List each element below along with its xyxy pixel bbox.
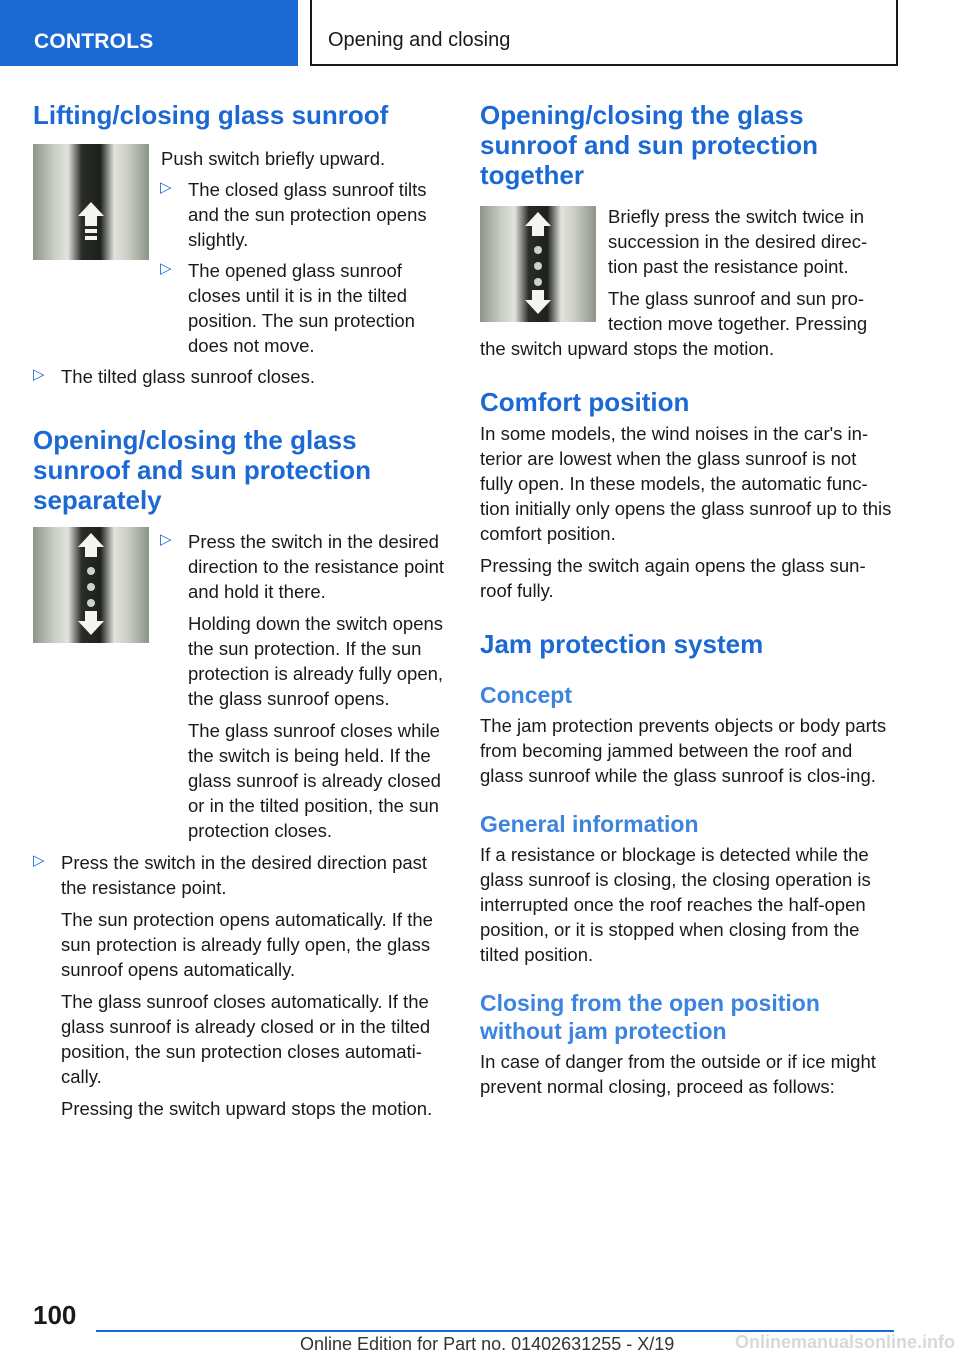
page-number: 100	[33, 1300, 77, 1330]
separately-bullet-1-para-3: The glass sunroof closes while the switch is being held. If the glass sunroof is already closed or in the tilted position, the sun protection closes.	[188, 720, 441, 841]
lifting-bullet-2: The opened glass sunroof closes until it is in the tilted position. The sun protection does not move.	[188, 260, 415, 356]
separately-bullet-1-para-2: Holding down the switch opens the sun protection. If the sun protection is already fully open, the glass sunroof opens.	[188, 613, 444, 709]
watermark: Onlinemanualsonline.info	[735, 1332, 956, 1352]
separately-bullet-2-para-2: The sun protection opens automatically. If the sun protection is already fully open, the glass sunroof opens automatically.	[61, 909, 433, 980]
comfort-para-1: In some models, the wind noises in the car's in‐terior are lowest when the glass sunroof is not fully open. In these models, the automatic func‐tion initially only opens the glass sunroof up to this comfort position.	[480, 423, 892, 544]
chapter-tab: Opening and closing	[310, 0, 898, 66]
separately-bullet-2: Press the switch in the desired direction past the resistance point.	[61, 852, 428, 898]
together-para-1: Briefly press the switch twice in succession in the desired direc‐tion past the resistance point.	[608, 206, 868, 277]
triangle-bullet-icon: ▷	[33, 366, 45, 383]
general-para: If a resistance or blockage is detected while the glass sunroof is closing, the closing operation is interrupted once the roof reaches the half-open position, or it is stopped when closing from the tilted position.	[480, 844, 871, 965]
switch-separate-image	[33, 527, 149, 643]
heading-together: Opening/closing the glass sunroof and sun protection together	[480, 100, 818, 190]
right-column	[480, 100, 894, 1099]
triangle-bullet-icon: ▷	[160, 179, 172, 196]
heading-general: General information	[480, 811, 699, 837]
heading-closing: Closing from the open position without jam protection	[480, 990, 820, 1044]
heading-jam: Jam protection system	[480, 629, 764, 659]
edition-text: Online Edition for Part no. 01402631255 - X/19	[300, 1334, 675, 1354]
heading-comfort: Comfort position	[480, 387, 690, 417]
separately-bullet-1: Press the switch in the desired direction to the resistance point and hold it there.	[188, 531, 445, 602]
lifting-bullet-3: The tilted glass sunroof closes.	[61, 366, 315, 387]
heading-lifting: Lifting/closing glass sunroof	[33, 100, 389, 130]
closing-para: In case of danger from the outside or if ice might prevent normal closing, proceed as follows:	[480, 1051, 876, 1097]
triangle-bullet-icon: ▷	[33, 852, 45, 869]
together-para-2: The glass sunroof and sun pro‐tection move together. Pressing the switch upward stops the motion.	[480, 288, 868, 359]
switch-tilt-image	[33, 144, 149, 260]
concept-para: The jam protection prevents objects or body parts from becoming jammed between the roof and glass sunroof while the glass sunroof is clos‐ing.	[480, 715, 887, 786]
lifting-intro: Push switch briefly upward.	[161, 148, 386, 169]
heading-concept: Concept	[480, 682, 572, 708]
triangle-bullet-icon: ▷	[160, 531, 172, 548]
section-tab: CONTROLS	[0, 0, 298, 66]
triangle-bullet-icon: ▷	[160, 260, 172, 277]
left-column	[33, 100, 449, 1121]
separately-bullet-2-para-3: The glass sunroof closes automatically. If the glass sunroof is already closed or in the tilted position, the sun protection closes automati‐cally.	[61, 991, 431, 1087]
switch-together-image	[480, 206, 596, 322]
lifting-bullet-1: The closed glass sunroof tilts and the sun protection opens slightly.	[188, 179, 427, 250]
separately-bullet-2-para-4: Pressing the switch upward stops the motion.	[61, 1098, 433, 1119]
comfort-para-2: Pressing the switch again opens the glass sun‐roof fully.	[480, 555, 866, 601]
heading-separately: Opening/closing the glass sunroof and sun protection separately	[33, 425, 371, 515]
page-header	[0, 0, 960, 66]
